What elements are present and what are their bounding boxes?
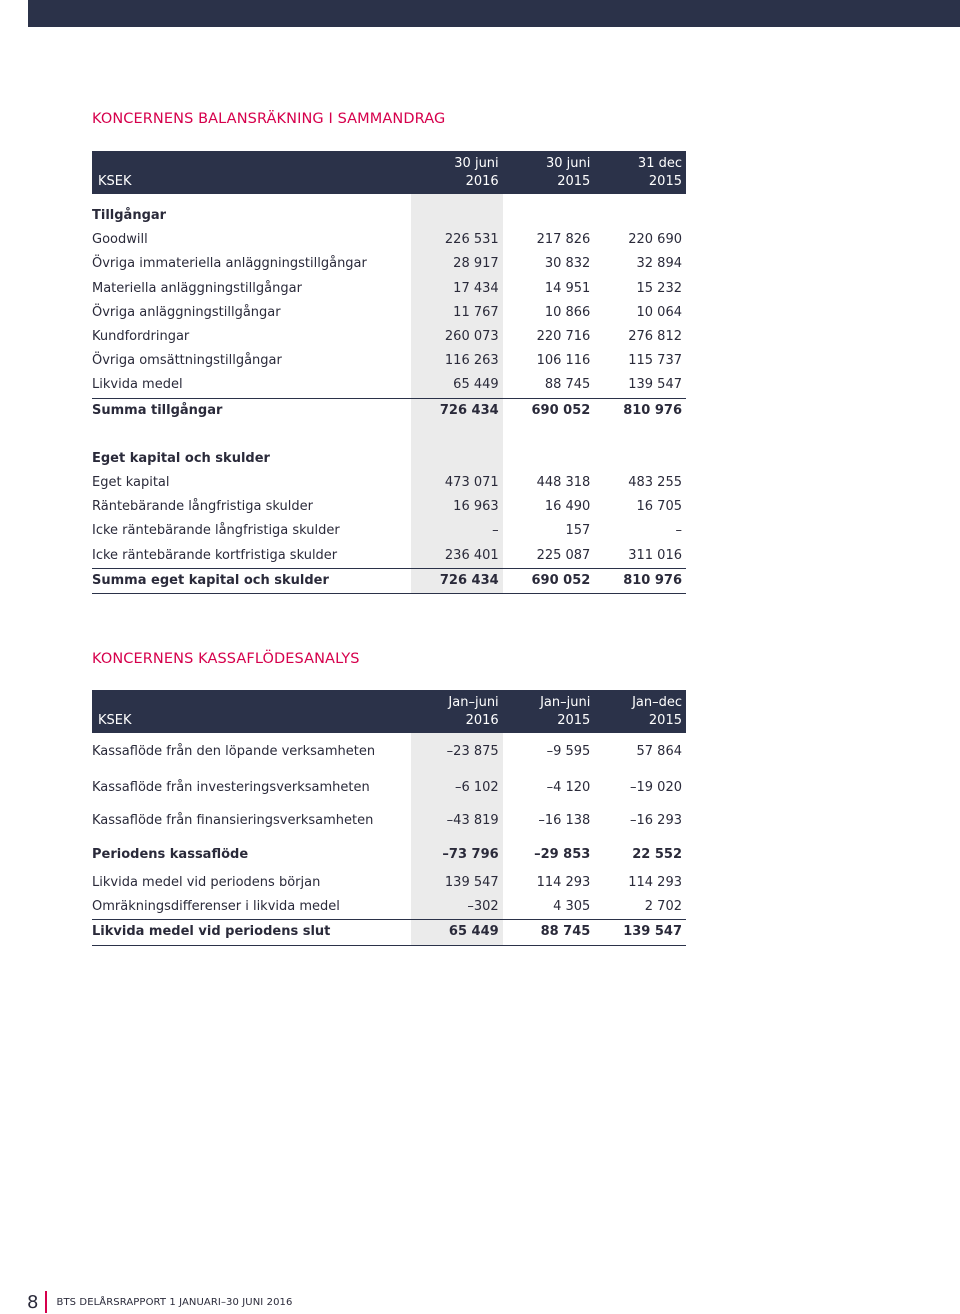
balance-sheet-table <box>92 151 686 594</box>
footer-text: BTS DELÅRSRAPPORT 1 JANUARI–30 JUNI 2016 <box>56 1296 293 1308</box>
table-row: Icke räntebärande långfristiga skulder – 157 – <box>92 519 686 543</box>
column-header: 30 juni 2015 <box>503 151 595 194</box>
table-row: Omräkningsdifferenser i likvida medel –302 4 305 2 702 <box>92 895 686 920</box>
table-row: Övriga anläggningstillgångar 11 767 10 866 10 064 <box>92 301 686 325</box>
column-header: 30 juni 2016 <box>411 151 503 194</box>
top-banner <box>28 0 960 27</box>
cashflow-table <box>92 690 686 946</box>
table-row: Kassaflöde från finansieringsverksamheten –43 819 –16 138 –16 293 <box>92 804 686 838</box>
column-header: Jan–juni 2016 <box>411 690 503 733</box>
table-row: Kassaflöde från den löpande verksamheten –23 875 –9 595 57 864 <box>92 733 686 771</box>
table-row: Kundfordringar 260 073 220 716 276 812 <box>92 325 686 349</box>
column-header: 31 dec 2015 <box>594 151 686 194</box>
unit-header: KSEK <box>92 151 411 194</box>
footer-divider <box>45 1291 47 1313</box>
closing-total-row: Likvida medel vid periodens slut 65 449 88 745 139 547 <box>92 920 686 945</box>
table-row: Övriga immateriella anläggningstillgångar 28 917 30 832 32 894 <box>92 252 686 276</box>
page-footer <box>27 1290 292 1314</box>
period-total-row: Periodens kassaflöde –73 796 –29 853 22 552 <box>92 838 686 871</box>
assets-heading-row: Tillgångar <box>92 204 686 228</box>
table-row: Räntebärande långfristiga skulder 16 963 16 490 16 705 <box>92 495 686 519</box>
table-header-row <box>92 151 686 194</box>
table-row: Eget kapital 473 071 448 318 483 255 <box>92 471 686 495</box>
balance-sheet-title: KONCERNENS BALANSRÄKNING I SAMMANDRAG <box>92 111 446 127</box>
table-row: Icke räntebärande kortfristiga skulder 236 401 225 087 311 016 <box>92 543 686 568</box>
unit-header: KSEK <box>92 690 411 733</box>
table-row: Materiella anläggningstillgångar 17 434 14 951 15 232 <box>92 277 686 301</box>
column-header: Jan–juni 2015 <box>503 690 595 733</box>
table-row: Likvida medel vid periodens början 139 547 114 293 114 293 <box>92 871 686 895</box>
column-header: Jan–dec 2015 <box>594 690 686 733</box>
page-number: 8 <box>27 1291 39 1313</box>
liabilities-total-row: Summa eget kapital och skulder 726 434 690 052 810 976 <box>92 568 686 593</box>
cashflow-title: KONCERNENS KASSAFLÖDESANALYS <box>92 651 360 667</box>
table-row: Kassaflöde från investeringsverksamheten –6 102 –4 120 –19 020 <box>92 771 686 804</box>
liabilities-heading-row: Eget kapital och skulder <box>92 447 686 471</box>
table-row: Goodwill 226 531 217 826 220 690 <box>92 228 686 252</box>
table-row: Övriga omsättningstillgångar 116 263 106 116 115 737 <box>92 349 686 373</box>
assets-total-row: Summa tillgångar 726 434 690 052 810 976 <box>92 398 686 423</box>
table-row: Likvida medel 65 449 88 745 139 547 <box>92 373 686 398</box>
table-header-row <box>92 690 686 733</box>
